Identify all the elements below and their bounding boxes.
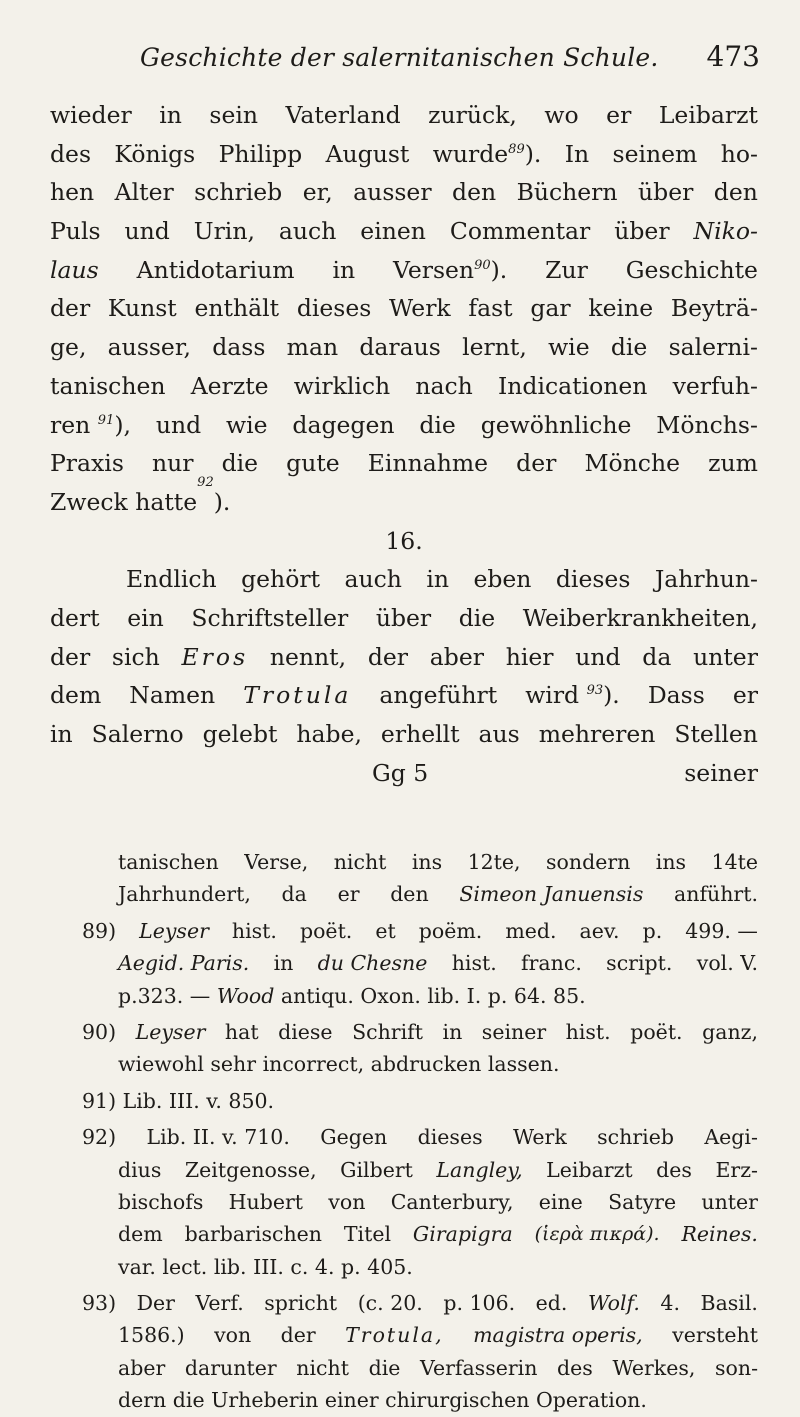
footnote-90: 90) Leyser hat diese Schrift in seiner hist. poët. ganz, wiewohl sehr incorrect, abdrucken lassen. [82, 1016, 758, 1081]
footnotes [82, 846, 758, 1417]
text-line: tanischen Aerzte wirklich nach Indicationen verfuh- [50, 371, 758, 400]
footnote-93: 93) Der Verf. spricht (c. 20. p. 106. ed. Wolf. 4. Basil. 1586.) von der Trotula, magistra operis, versteht aber darunter nicht die Verfasserin des Werkes, son- dern die Urheberin einer chirurgischen Operation. [82, 1287, 758, 1417]
footnote-number: 92) [82, 1125, 117, 1150]
running-head: Geschichte der salernitanischen Schule. [140, 43, 659, 72]
section-heading [50, 522, 758, 561]
text-line: laus Antidotarium in Versen$^{90}$). Zur Geschichte [50, 255, 758, 284]
footnote-number: 89) [82, 918, 117, 943]
text-line: dem Namen Trotula angeführt wird $^{93}$). Dass er [50, 681, 758, 710]
text-line: Puls und Urin, auch einen Commentar über Niko- [50, 217, 758, 246]
footnote-continuation: tanischen Verse, nicht ins 12te, sondern ins 14te [118, 850, 758, 874]
footnote-continuation: Jahrhundert, da er den Simeon Januensis anführt. [118, 882, 758, 907]
footnote-ref: 90 [474, 257, 491, 273]
text-line: ren $^{91}$), und wie dagegen die gewöhnliche Mönchs- [50, 410, 758, 439]
main-text [50, 96, 758, 792]
text-line: Endlich gehört auch in eben dieses Jahrhun- [126, 565, 758, 594]
footnote-ref: 89 [508, 141, 525, 157]
text-line: wieder in sein Vaterland zurück, wo er Leibarzt [50, 101, 758, 129]
footnote-89: 89) Leyser hist. poët. et poëm. med. aev. p. 499. — Aegid. Paris. in du Chesne hist. franc. script. vol. V. p.323. — Wood antiqu. Oxon. lib. I. p. 64. 85. [82, 915, 758, 1012]
text-line: dert ein Schriftsteller über die Weiberkrankheiten, [50, 603, 758, 632]
signature-line [50, 754, 758, 793]
footnote-ref: 91 [97, 412, 115, 428]
footnote-number: 93) [82, 1291, 117, 1316]
text-line: des Königs Philipp August wurde$^{89}$). In seinem ho- [50, 139, 758, 168]
page-number: 473 [706, 40, 760, 73]
section-number: 16. [385, 526, 423, 555]
signature-mark: Gg 5 [372, 758, 429, 787]
footnote-92: 92) Lib. II. v. 710. Gegen dieses Werk schrieb Aegi- dius Zeitgenosse, Gilbert Langley, Leibarzt des Erz- bischofs Hubert von Canterbury, eine Satyre unter dem barbarischen Titel Girapigra (ἱερὰ πικρά). Reines. var. lect. lib. III. c. 4. p. 405. [82, 1121, 758, 1283]
footnote-ref: 92 [197, 474, 214, 490]
catchword: seiner [684, 758, 758, 787]
footnote-ref: 93 [586, 683, 604, 699]
text-line: Praxis nur die gute Einnahme der Mönche zum [50, 449, 758, 478]
text-line: Zweck hatte 92 ). [50, 483, 758, 522]
text-line: hen Alter schrieb er, ausser den Büchern über den [50, 178, 758, 207]
footnote-number: 90) [82, 1019, 117, 1044]
page-header [140, 40, 760, 80]
footnote-91: 91) Lib. III. v. 850. [82, 1088, 275, 1113]
text-line: in Salerno gelebt habe, erhellt aus mehreren Stellen [50, 720, 758, 748]
text-line: ge, ausser, dass man daraus lernt, wie die salerni- [50, 333, 758, 362]
text-line: der Kunst enthält dieses Werk fast gar keine Beyträ- [50, 294, 758, 323]
text-line: der sich Eros nennt, der aber hier und da unter [50, 642, 758, 671]
